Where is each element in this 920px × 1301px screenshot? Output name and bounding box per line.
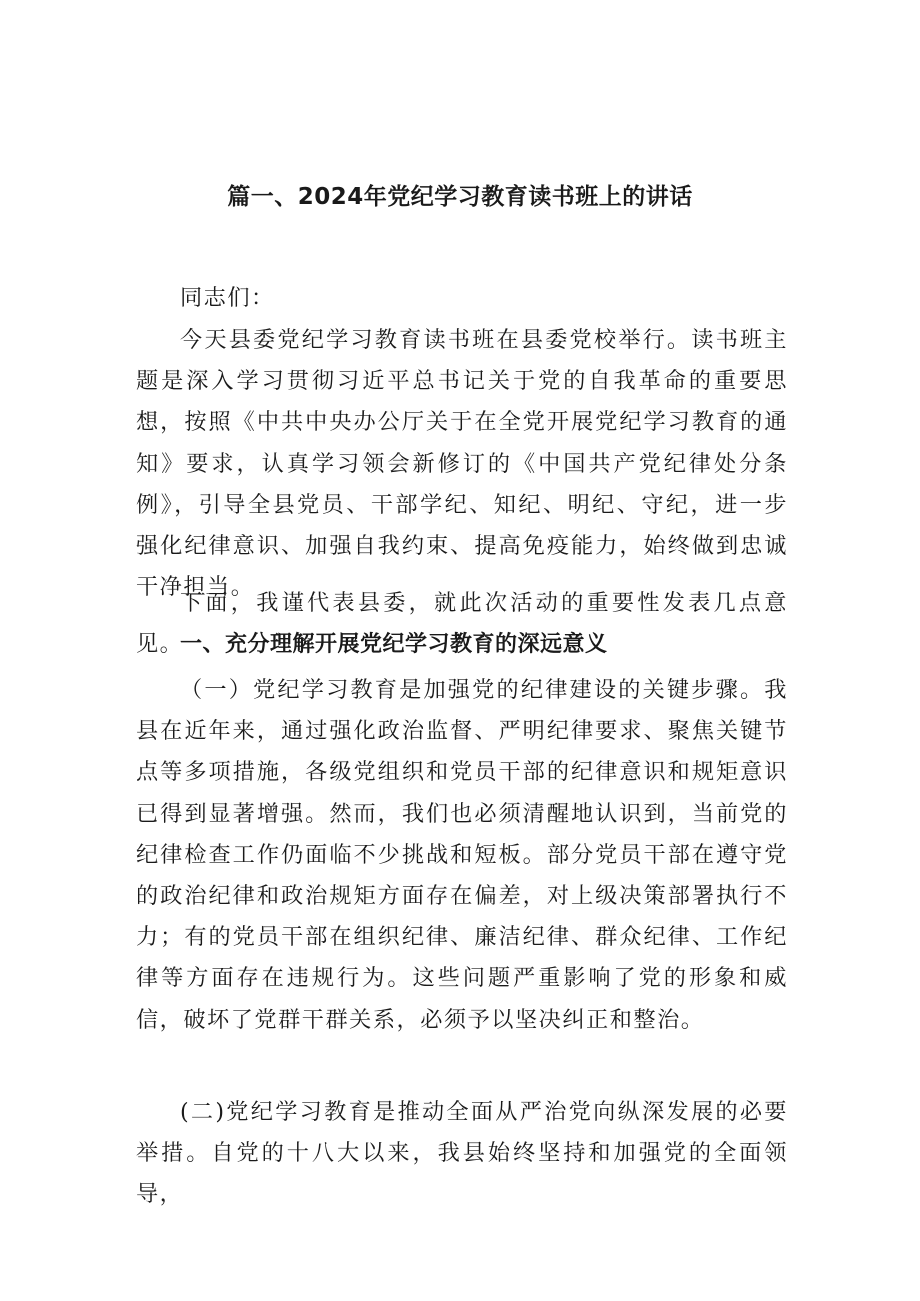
salutation: 同志们：: [180, 285, 275, 311]
paragraph-section-1-2: (二)党纪学习教育是推动全面从严治党向纵深发展的必要举措。自党的十八大以来，我县始终坚持和加强党的全面领导，: [136, 1099, 788, 1208]
document-title: 篇一、2024年党纪学习教育读书班上的讲话: [227, 184, 693, 210]
paragraph-section-1-1: （一）党纪学习教育是加强党的纪律建设的关键步骤。我县在近年来，通过强化政治监督、严明纪律要求、聚焦关键节点等多项措施，各级党组织和党员干部的纪律意识和规矩意识已得到显著增强。然而，我们也必须清醒地认识到，当前党的纪律检查工作仍面临不少挑战和短板。部分党员干部在遵守党的政治纪律和政治规矩方面存在偏差，对上级决策部署执行不力；有的党员干部在组织纪律、廉洁纪律、群众纪律、工作纪律等方面存在违规行为。这些问题严重影响了党的形象和威信，破坏了党群干群关系，必须予以坚决纠正和整治。: [136, 677, 788, 1033]
section-heading-1: 一、充分理解开展党纪学习教育的深远意义: [180, 632, 608, 657]
paragraph-intro: 今天县委党纪学习教育读书班在县委党校举行。读书班主题是深入学习贯彻习近平总书记关于党的自我革命的重要思想，按照《中共中央办公厅关于在全党开展党纪学习教育的通知》要求，认真学习领会新修订的《中国共产党纪律处分条例》，引导全县党员、干部学纪、知纪、明纪、守纪，进一步强化纪律意识、加强自我约束、提高免疫能力，始终做到忠诚干净担当。: [136, 327, 788, 601]
paragraph-opinion: 下面，我谨代表县委，就此次活动的重要性发表几点意见。: [136, 590, 788, 658]
